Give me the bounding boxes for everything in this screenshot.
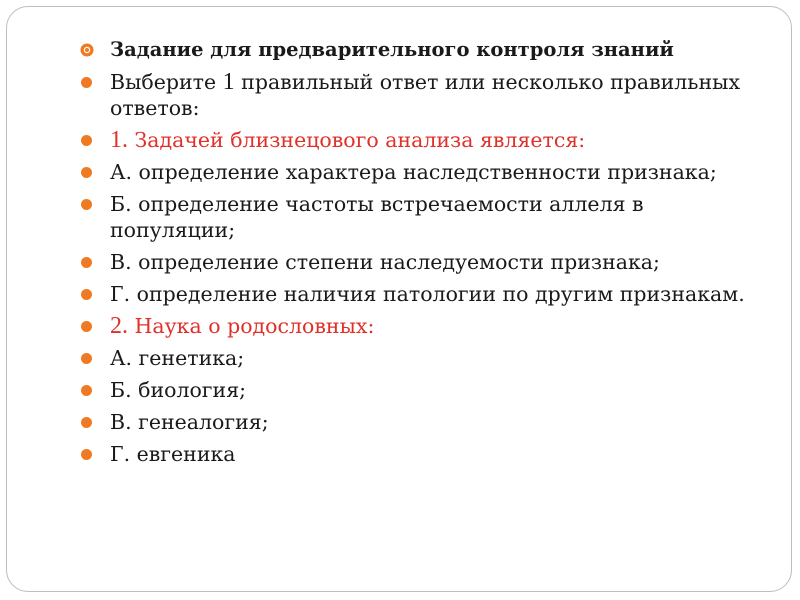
question-2-number: 2. — [110, 313, 128, 339]
question-1-option-b — [80, 191, 760, 243]
bullet-icon — [81, 417, 92, 428]
bullet-icon — [81, 385, 92, 396]
question-1-item — [80, 127, 760, 153]
bullet-icon — [81, 167, 92, 178]
option-text: Б. определение частоты встречаемости аллеля в популяции; — [110, 192, 644, 242]
question-2-text: Наука о родословных: — [128, 314, 375, 338]
question-1-number: 1. — [110, 127, 128, 153]
flower-bullet-icon — [80, 43, 94, 57]
option-text: А. определение характера наследственности признака; — [110, 160, 717, 184]
bullet-icon — [81, 199, 92, 210]
question-1-option-g — [80, 281, 760, 307]
heading-item — [80, 37, 760, 63]
question-2-option-g — [80, 441, 760, 467]
bullet-icon — [81, 135, 92, 146]
option-text: В. определение степени наследуемости признака; — [110, 250, 660, 274]
option-text: А. генетика; — [110, 346, 245, 370]
slide-heading: Задание для предварительного контроля знаний — [110, 38, 674, 61]
bullet-icon — [81, 449, 92, 460]
option-text: Б. биология; — [110, 378, 247, 402]
bullet-icon — [81, 257, 92, 268]
option-text: Г. евгеника — [110, 442, 236, 466]
option-text: Г. определение наличия патологии по другим признакам. — [110, 282, 745, 306]
instruction-suffix: правильный ответ или несколько правильных ответов: — [110, 70, 741, 120]
slide-content — [80, 37, 760, 473]
question-2-option-b — [80, 377, 760, 403]
instruction-prefix: Выберите — [110, 70, 223, 94]
instruction-item — [80, 69, 760, 121]
bullet-icon — [81, 77, 92, 88]
question-1-option-v — [80, 249, 760, 275]
instruction-number: 1 — [222, 69, 235, 95]
bullet-icon — [81, 289, 92, 300]
question-2-option-a — [80, 345, 760, 371]
bullet-icon — [81, 353, 92, 364]
bullet-icon — [81, 321, 92, 332]
question-1-option-a — [80, 159, 760, 185]
question-2-option-v — [80, 409, 760, 435]
option-text: В. генеалогия; — [110, 410, 269, 434]
bullet-list — [80, 37, 760, 467]
question-1-text: Задачей близнецового анализа является: — [128, 128, 586, 152]
question-2-item — [80, 313, 760, 339]
